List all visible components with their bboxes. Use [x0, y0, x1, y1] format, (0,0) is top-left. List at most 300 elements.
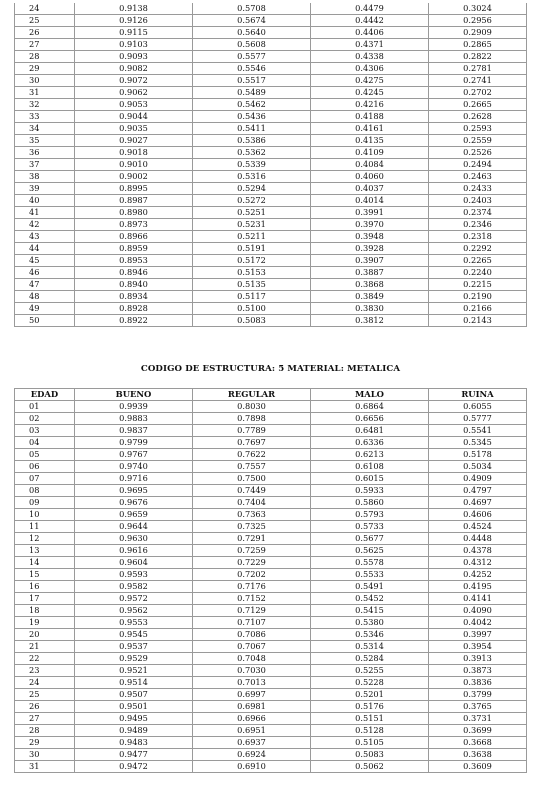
- cell-ruina: 0.4195: [429, 581, 527, 593]
- cell-malo: 0.4442: [311, 15, 429, 27]
- cell-regular: 0.5462: [193, 99, 311, 111]
- cell-edad: 07: [15, 473, 75, 485]
- table-row: [15, 267, 527, 279]
- cell-bueno: 0.8973: [75, 219, 193, 231]
- table-row: [15, 27, 527, 39]
- table-row: [15, 111, 527, 123]
- cell-bueno: 0.9616: [75, 545, 193, 557]
- table-row: [15, 605, 527, 617]
- cell-regular: 0.7202: [193, 569, 311, 581]
- cell-regular: 0.5386: [193, 135, 311, 147]
- cell-regular: 0.7557: [193, 461, 311, 473]
- table-row: [15, 195, 527, 207]
- cell-ruina: 0.4141: [429, 593, 527, 605]
- cell-ruina: 0.3024: [429, 3, 527, 15]
- cell-regular: 0.5294: [193, 183, 311, 195]
- cell-regular: 0.7129: [193, 605, 311, 617]
- cell-regular: 0.5316: [193, 171, 311, 183]
- cell-malo: 0.3887: [311, 267, 429, 279]
- cell-bueno: 0.9472: [75, 761, 193, 773]
- table-row: [15, 581, 527, 593]
- cell-ruina: 0.3699: [429, 725, 527, 737]
- cell-bueno: 0.9044: [75, 111, 193, 123]
- table-row: [15, 425, 527, 437]
- cell-malo: 0.3907: [311, 255, 429, 267]
- cell-malo: 0.5284: [311, 653, 429, 665]
- table-row: [15, 15, 527, 27]
- cell-bueno: 0.8987: [75, 195, 193, 207]
- cell-edad: 47: [15, 279, 75, 291]
- cell-bueno: 0.9740: [75, 461, 193, 473]
- table-row: [15, 63, 527, 75]
- cell-edad: 37: [15, 159, 75, 171]
- table-row: [15, 291, 527, 303]
- table-row: [15, 617, 527, 629]
- cell-ruina: 0.4312: [429, 557, 527, 569]
- cell-regular: 0.7176: [193, 581, 311, 593]
- cell-edad: 43: [15, 231, 75, 243]
- cell-malo: 0.5933: [311, 485, 429, 497]
- cell-edad: 34: [15, 123, 75, 135]
- cell-ruina: 0.2702: [429, 87, 527, 99]
- cell-bueno: 0.9053: [75, 99, 193, 111]
- cell-malo: 0.4109: [311, 147, 429, 159]
- cell-bueno: 0.9644: [75, 521, 193, 533]
- cell-malo: 0.4161: [311, 123, 429, 135]
- table-row: [15, 401, 527, 413]
- cell-regular: 0.5362: [193, 147, 311, 159]
- cell-ruina: 0.5178: [429, 449, 527, 461]
- table-row: [15, 159, 527, 171]
- cell-edad: 26: [15, 701, 75, 713]
- cell-edad: 22: [15, 653, 75, 665]
- cell-ruina: 0.3799: [429, 689, 527, 701]
- cell-bueno: 0.9582: [75, 581, 193, 593]
- cell-malo: 0.5625: [311, 545, 429, 557]
- cell-ruina: 0.2781: [429, 63, 527, 75]
- cell-regular: 0.7067: [193, 641, 311, 653]
- cell-edad: 16: [15, 581, 75, 593]
- cell-regular: 0.5153: [193, 267, 311, 279]
- cell-bueno: 0.9521: [75, 665, 193, 677]
- cell-ruina: 0.2265: [429, 255, 527, 267]
- cell-ruina: 0.5345: [429, 437, 527, 449]
- cell-ruina: 0.2240: [429, 267, 527, 279]
- cell-regular: 0.6966: [193, 713, 311, 725]
- cell-regular: 0.7048: [193, 653, 311, 665]
- cell-edad: 28: [15, 51, 75, 63]
- table-row: [15, 51, 527, 63]
- table-row: [15, 449, 527, 461]
- cell-regular: 0.7500: [193, 473, 311, 485]
- cell-ruina: 0.4524: [429, 521, 527, 533]
- table-row: [15, 123, 527, 135]
- column-header-malo: MALO: [311, 389, 429, 401]
- cell-malo: 0.5793: [311, 509, 429, 521]
- cell-malo: 0.4135: [311, 135, 429, 147]
- cell-ruina: 0.4797: [429, 485, 527, 497]
- cell-bueno: 0.9659: [75, 509, 193, 521]
- cell-regular: 0.5577: [193, 51, 311, 63]
- cell-bueno: 0.9126: [75, 15, 193, 27]
- cell-edad: 45: [15, 255, 75, 267]
- cell-bueno: 0.9035: [75, 123, 193, 135]
- cell-bueno: 0.9939: [75, 401, 193, 413]
- table-row: [15, 713, 527, 725]
- cell-malo: 0.5176: [311, 701, 429, 713]
- cell-bueno: 0.9002: [75, 171, 193, 183]
- table-row: [15, 255, 527, 267]
- cell-bueno: 0.9495: [75, 713, 193, 725]
- cell-edad: 32: [15, 99, 75, 111]
- cell-edad: 30: [15, 75, 75, 87]
- table-row: [15, 243, 527, 255]
- cell-regular: 0.8030: [193, 401, 311, 413]
- cell-edad: 27: [15, 39, 75, 51]
- cell-malo: 0.4275: [311, 75, 429, 87]
- table-row: [15, 641, 527, 653]
- cell-regular: 0.7363: [193, 509, 311, 521]
- cell-ruina: 0.2215: [429, 279, 527, 291]
- cell-bueno: 0.8995: [75, 183, 193, 195]
- cell-malo: 0.5491: [311, 581, 429, 593]
- cell-regular: 0.5674: [193, 15, 311, 27]
- table-row: [15, 749, 527, 761]
- cell-ruina: 0.3609: [429, 761, 527, 773]
- cell-malo: 0.4306: [311, 63, 429, 75]
- table-row: [15, 569, 527, 581]
- cell-ruina: 0.2143: [429, 315, 527, 327]
- cell-edad: 24: [15, 677, 75, 689]
- cell-regular: 0.5608: [193, 39, 311, 51]
- cell-malo: 0.6656: [311, 413, 429, 425]
- cell-bueno: 0.8953: [75, 255, 193, 267]
- cell-ruina: 0.2346: [429, 219, 527, 231]
- cell-regular: 0.7030: [193, 665, 311, 677]
- table-row: [15, 497, 527, 509]
- cell-regular: 0.7449: [193, 485, 311, 497]
- cell-bueno: 0.8980: [75, 207, 193, 219]
- cell-edad: 09: [15, 497, 75, 509]
- cell-regular: 0.7325: [193, 521, 311, 533]
- cell-malo: 0.5255: [311, 665, 429, 677]
- cell-malo: 0.5860: [311, 497, 429, 509]
- cell-ruina: 0.2292: [429, 243, 527, 255]
- table-row: [15, 87, 527, 99]
- cell-bueno: 0.9537: [75, 641, 193, 653]
- cell-ruina: 0.4090: [429, 605, 527, 617]
- cell-regular: 0.7898: [193, 413, 311, 425]
- cell-regular: 0.7789: [193, 425, 311, 437]
- cell-malo: 0.3928: [311, 243, 429, 255]
- table-row: [15, 725, 527, 737]
- cell-malo: 0.6213: [311, 449, 429, 461]
- cell-edad: 35: [15, 135, 75, 147]
- cell-bueno: 0.9545: [75, 629, 193, 641]
- cell-bueno: 0.9799: [75, 437, 193, 449]
- section-title: CODIGO DE ESTRUCTURA: 5 MATERIAL: METALICA: [140, 364, 401, 374]
- table-row: [15, 701, 527, 713]
- cell-ruina: 0.3638: [429, 749, 527, 761]
- cell-edad: 15: [15, 569, 75, 581]
- cell-regular: 0.5211: [193, 231, 311, 243]
- cell-malo: 0.4245: [311, 87, 429, 99]
- cell-bueno: 0.9695: [75, 485, 193, 497]
- cell-bueno: 0.9507: [75, 689, 193, 701]
- cell-malo: 0.5452: [311, 593, 429, 605]
- table-row: [15, 593, 527, 605]
- cell-regular: 0.5231: [193, 219, 311, 231]
- cell-malo: 0.4060: [311, 171, 429, 183]
- cell-ruina: 0.4606: [429, 509, 527, 521]
- cell-edad: 29: [15, 63, 75, 75]
- cell-edad: 42: [15, 219, 75, 231]
- cell-edad: 31: [15, 761, 75, 773]
- cell-regular: 0.5272: [193, 195, 311, 207]
- cell-malo: 0.5228: [311, 677, 429, 689]
- cell-edad: 24: [15, 3, 75, 15]
- cell-ruina: 0.6055: [429, 401, 527, 413]
- cell-malo: 0.4216: [311, 99, 429, 111]
- cell-bueno: 0.9572: [75, 593, 193, 605]
- cell-malo: 0.5314: [311, 641, 429, 653]
- cell-bueno: 0.9676: [75, 497, 193, 509]
- cell-regular: 0.6910: [193, 761, 311, 773]
- cell-edad: 20: [15, 629, 75, 641]
- table-body: [15, 401, 527, 773]
- cell-malo: 0.5128: [311, 725, 429, 737]
- cell-ruina: 0.2741: [429, 75, 527, 87]
- cell-bueno: 0.9716: [75, 473, 193, 485]
- cell-bueno: 0.8959: [75, 243, 193, 255]
- cell-edad: 04: [15, 437, 75, 449]
- cell-edad: 41: [15, 207, 75, 219]
- cell-malo: 0.5380: [311, 617, 429, 629]
- cell-malo: 0.3830: [311, 303, 429, 315]
- cell-bueno: 0.9018: [75, 147, 193, 159]
- cell-edad: 44: [15, 243, 75, 255]
- cell-ruina: 0.2433: [429, 183, 527, 195]
- cell-bueno: 0.9501: [75, 701, 193, 713]
- cell-ruina: 0.3873: [429, 665, 527, 677]
- cell-bueno: 0.8922: [75, 315, 193, 327]
- cell-ruina: 0.4448: [429, 533, 527, 545]
- cell-edad: 27: [15, 713, 75, 725]
- cell-regular: 0.5517: [193, 75, 311, 87]
- cell-ruina: 0.3997: [429, 629, 527, 641]
- cell-regular: 0.7013: [193, 677, 311, 689]
- cell-edad: 05: [15, 449, 75, 461]
- table-body: [15, 3, 527, 327]
- cell-edad: 39: [15, 183, 75, 195]
- cell-regular: 0.7259: [193, 545, 311, 557]
- cell-bueno: 0.9082: [75, 63, 193, 75]
- table-row: [15, 3, 527, 15]
- cell-edad: 12: [15, 533, 75, 545]
- cell-edad: 14: [15, 557, 75, 569]
- table-row: [15, 461, 527, 473]
- column-header-regular: REGULAR: [193, 389, 311, 401]
- cell-malo: 0.4371: [311, 39, 429, 51]
- cell-bueno: 0.9027: [75, 135, 193, 147]
- table-row: [15, 135, 527, 147]
- cell-bueno: 0.9562: [75, 605, 193, 617]
- cell-malo: 0.5083: [311, 749, 429, 761]
- table-row: [15, 171, 527, 183]
- cell-ruina: 0.2559: [429, 135, 527, 147]
- cell-bueno: 0.9630: [75, 533, 193, 545]
- cell-regular: 0.5100: [193, 303, 311, 315]
- table-row: [15, 485, 527, 497]
- cell-ruina: 0.3765: [429, 701, 527, 713]
- cell-malo: 0.3849: [311, 291, 429, 303]
- cell-bueno: 0.9883: [75, 413, 193, 425]
- table-row: [15, 545, 527, 557]
- table-row: [15, 653, 527, 665]
- cell-malo: 0.6015: [311, 473, 429, 485]
- cell-ruina: 0.5034: [429, 461, 527, 473]
- cell-ruina: 0.2909: [429, 27, 527, 39]
- cell-edad: 38: [15, 171, 75, 183]
- cell-bueno: 0.9477: [75, 749, 193, 761]
- cell-malo: 0.4037: [311, 183, 429, 195]
- cell-ruina: 0.2403: [429, 195, 527, 207]
- cell-malo: 0.4014: [311, 195, 429, 207]
- cell-bueno: 0.9483: [75, 737, 193, 749]
- cell-malo: 0.5151: [311, 713, 429, 725]
- table-row: [15, 533, 527, 545]
- table-row: [15, 413, 527, 425]
- cell-edad: 08: [15, 485, 75, 497]
- cell-regular: 0.5411: [193, 123, 311, 135]
- cell-malo: 0.5578: [311, 557, 429, 569]
- cell-bueno: 0.9837: [75, 425, 193, 437]
- cell-edad: 26: [15, 27, 75, 39]
- cell-edad: 30: [15, 749, 75, 761]
- cell-bueno: 0.9767: [75, 449, 193, 461]
- cell-ruina: 0.2665: [429, 99, 527, 111]
- cell-malo: 0.3948: [311, 231, 429, 243]
- cell-bueno: 0.9062: [75, 87, 193, 99]
- cell-malo: 0.4338: [311, 51, 429, 63]
- cell-regular: 0.5135: [193, 279, 311, 291]
- cell-malo: 0.3970: [311, 219, 429, 231]
- cell-malo: 0.3991: [311, 207, 429, 219]
- cell-malo: 0.5733: [311, 521, 429, 533]
- table-row: [15, 183, 527, 195]
- cell-ruina: 0.2865: [429, 39, 527, 51]
- cell-bueno: 0.9553: [75, 617, 193, 629]
- cell-ruina: 0.3836: [429, 677, 527, 689]
- table-row: [15, 557, 527, 569]
- cell-bueno: 0.8946: [75, 267, 193, 279]
- cell-edad: 36: [15, 147, 75, 159]
- cell-regular: 0.7291: [193, 533, 311, 545]
- cell-ruina: 0.2956: [429, 15, 527, 27]
- cell-regular: 0.5489: [193, 87, 311, 99]
- cell-regular: 0.6997: [193, 689, 311, 701]
- depreciation-table-metalica: [14, 388, 527, 773]
- cell-regular: 0.7404: [193, 497, 311, 509]
- cell-ruina: 0.3913: [429, 653, 527, 665]
- cell-malo: 0.6864: [311, 401, 429, 413]
- cell-bueno: 0.9093: [75, 51, 193, 63]
- cell-regular: 0.7622: [193, 449, 311, 461]
- cell-malo: 0.5201: [311, 689, 429, 701]
- cell-edad: 49: [15, 303, 75, 315]
- table-row: [15, 677, 527, 689]
- cell-edad: 18: [15, 605, 75, 617]
- cell-edad: 03: [15, 425, 75, 437]
- cell-ruina: 0.4378: [429, 545, 527, 557]
- column-header-edad: EDAD: [15, 389, 75, 401]
- cell-edad: 19: [15, 617, 75, 629]
- cell-malo: 0.4479: [311, 3, 429, 15]
- cell-bueno: 0.9115: [75, 27, 193, 39]
- header-row: [15, 389, 527, 401]
- cell-bueno: 0.9010: [75, 159, 193, 171]
- table-row: [15, 219, 527, 231]
- cell-ruina: 0.2166: [429, 303, 527, 315]
- cell-bueno: 0.9138: [75, 3, 193, 15]
- table-row: [15, 737, 527, 749]
- table-row: [15, 509, 527, 521]
- cell-bueno: 0.8966: [75, 231, 193, 243]
- cell-bueno: 0.9072: [75, 75, 193, 87]
- cell-edad: 29: [15, 737, 75, 749]
- cell-bueno: 0.9489: [75, 725, 193, 737]
- cell-regular: 0.6937: [193, 737, 311, 749]
- cell-edad: 50: [15, 315, 75, 327]
- cell-malo: 0.6481: [311, 425, 429, 437]
- cell-malo: 0.5677: [311, 533, 429, 545]
- cell-ruina: 0.2190: [429, 291, 527, 303]
- cell-regular: 0.5251: [193, 207, 311, 219]
- cell-bueno: 0.9103: [75, 39, 193, 51]
- cell-regular: 0.5191: [193, 243, 311, 255]
- table-row: [15, 99, 527, 111]
- table-row: [15, 473, 527, 485]
- table-row: [15, 75, 527, 87]
- column-header-ruina: RUINA: [429, 389, 527, 401]
- cell-edad: 25: [15, 689, 75, 701]
- cell-ruina: 0.5777: [429, 413, 527, 425]
- table-row: [15, 39, 527, 51]
- cell-ruina: 0.2593: [429, 123, 527, 135]
- cell-bueno: 0.9529: [75, 653, 193, 665]
- table-row: [15, 665, 527, 677]
- table-row: [15, 437, 527, 449]
- cell-regular: 0.5083: [193, 315, 311, 327]
- cell-ruina: 0.4697: [429, 497, 527, 509]
- cell-bueno: 0.8934: [75, 291, 193, 303]
- cell-bueno: 0.8928: [75, 303, 193, 315]
- cell-malo: 0.5062: [311, 761, 429, 773]
- cell-ruina: 0.2628: [429, 111, 527, 123]
- cell-regular: 0.6951: [193, 725, 311, 737]
- cell-malo: 0.3812: [311, 315, 429, 327]
- table-row: [15, 231, 527, 243]
- cell-edad: 46: [15, 267, 75, 279]
- table-row: [15, 521, 527, 533]
- cell-edad: 06: [15, 461, 75, 473]
- table-row: [15, 147, 527, 159]
- cell-regular: 0.5117: [193, 291, 311, 303]
- cell-malo: 0.5533: [311, 569, 429, 581]
- cell-ruina: 0.4042: [429, 617, 527, 629]
- cell-edad: 48: [15, 291, 75, 303]
- table-row: [15, 303, 527, 315]
